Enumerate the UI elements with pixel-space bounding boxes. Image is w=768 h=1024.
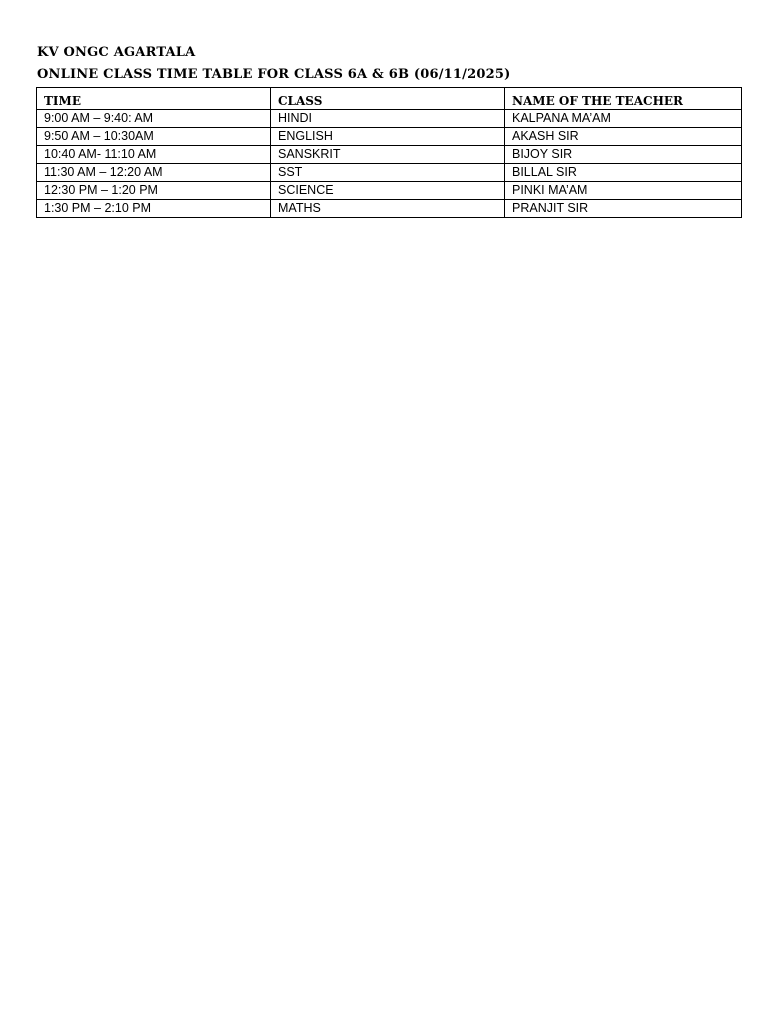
table-row xyxy=(37,164,742,182)
cell-class: SANSKRIT xyxy=(271,146,505,164)
cell-class: HINDI xyxy=(271,110,505,128)
table-row xyxy=(37,200,742,218)
table-row xyxy=(37,182,742,200)
table-row xyxy=(37,146,742,164)
timetable xyxy=(36,87,742,218)
school-name: KV ONGC AGARTALA xyxy=(37,45,196,60)
cell-time: 10:40 AM- 11:10 AM xyxy=(37,146,271,164)
cell-teacher: KALPANA MA’AM xyxy=(505,110,742,128)
cell-time: 9:50 AM – 10:30AM xyxy=(37,128,271,146)
column-header-teacher: NAME OF THE TEACHER xyxy=(505,88,742,110)
cell-class: SST xyxy=(271,164,505,182)
cell-teacher: BIJOY SIR xyxy=(505,146,742,164)
column-header-class: CLASS xyxy=(271,88,505,110)
cell-class: MATHS xyxy=(271,200,505,218)
cell-teacher: BILLAL SIR xyxy=(505,164,742,182)
cell-class: ENGLISH xyxy=(271,128,505,146)
cell-teacher: AKASH SIR xyxy=(505,128,742,146)
cell-time: 1:30 PM – 2:10 PM xyxy=(37,200,271,218)
cell-time: 9:00 AM – 9:40: AM xyxy=(37,110,271,128)
cell-teacher: PINKI MA’AM xyxy=(505,182,742,200)
cell-class: SCIENCE xyxy=(271,182,505,200)
cell-time: 12:30 PM – 1:20 PM xyxy=(37,182,271,200)
document-title: ONLINE CLASS TIME TABLE FOR CLASS 6A & 6B (06/11/2025) xyxy=(37,67,511,82)
column-header-time: TIME xyxy=(37,88,271,110)
cell-time: 11:30 AM – 12:20 AM xyxy=(37,164,271,182)
table-row xyxy=(37,128,742,146)
table-row xyxy=(37,110,742,128)
table-header-row xyxy=(37,88,742,110)
cell-teacher: PRANJIT SIR xyxy=(505,200,742,218)
